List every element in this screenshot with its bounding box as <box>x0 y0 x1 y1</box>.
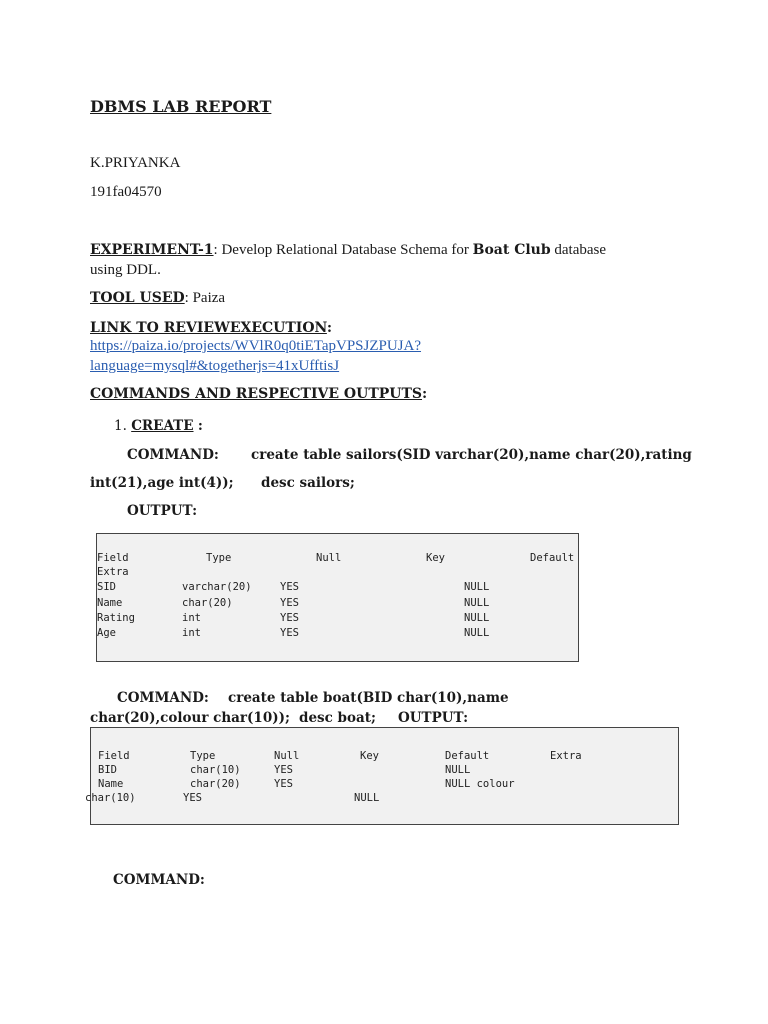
command1-label: COMMAND: <box>127 447 219 463</box>
tool-label: TOOL USED <box>90 290 185 306</box>
table-header-wrap: Extra <box>97 566 129 578</box>
table-cell: YES <box>274 764 293 776</box>
report-title: DBMS LAB REPORT <box>90 97 272 116</box>
command1-text-line2a: int(21),age int(4)); <box>90 475 234 491</box>
table-cell: YES <box>280 597 299 609</box>
student-name: K.PRIYANKA <box>90 155 181 171</box>
table-header: Type <box>206 552 232 564</box>
table-cell: varchar(20) <box>182 581 252 593</box>
experiment-desc-post: database <box>550 242 607 258</box>
tool-line <box>90 290 225 307</box>
create-item-number: 1. <box>114 418 127 434</box>
table-cell: char(10) <box>190 764 241 776</box>
command2-text-line2: char(20),colour char(10)); <box>90 710 290 726</box>
create-item-label: CREATE <box>131 418 194 434</box>
command2-label: COMMAND: <box>117 690 209 706</box>
table-header: Type <box>190 750 216 762</box>
table-cell: NULL <box>464 627 490 639</box>
review-link-line1[interactable]: https://paiza.io/projects/WVlR0q0tiETapVPSJZPUJA? <box>90 338 422 354</box>
table-cell: Name <box>97 597 123 609</box>
table-header: Extra <box>550 750 582 762</box>
table-cell: YES <box>280 627 299 639</box>
create-item <box>114 418 203 434</box>
table-cell: int <box>182 612 201 624</box>
table-cell: char(20) <box>190 778 241 790</box>
command2-desc: desc boat; <box>299 710 376 726</box>
table-cell: Rating <box>97 612 135 624</box>
output-table-sailors <box>96 533 579 662</box>
create-item-colon: : <box>197 418 203 434</box>
table-cell: NULL <box>464 612 490 624</box>
table-header: Null <box>274 750 300 762</box>
table-cell: NULL <box>354 792 380 804</box>
table-header: Key <box>426 552 445 564</box>
experiment-line <box>90 242 606 259</box>
commands-heading-colon: : <box>422 386 428 402</box>
command2-text-line1: create table boat(BID char(10),name <box>228 690 509 706</box>
table-cell: BID <box>98 764 117 776</box>
table-header: Default <box>445 750 490 762</box>
table-cell: YES <box>280 612 299 624</box>
table-cell: char(10) <box>85 792 136 804</box>
commands-heading-label: COMMANDS AND RESPECTIVE OUTPUTS <box>90 386 423 402</box>
experiment-label: EXPERIMENT-1 <box>90 242 214 258</box>
table-cell: NULL <box>445 764 471 776</box>
output1-label: OUTPUT: <box>127 503 198 519</box>
table-cell: YES <box>183 792 202 804</box>
table-cell: int <box>182 627 201 639</box>
experiment-desc-line2: using DDL. <box>90 262 161 278</box>
command1-text-line2b: desc sailors; <box>261 475 355 491</box>
link-heading <box>90 320 332 336</box>
table-cell: char(20) <box>182 597 233 609</box>
table-cell: NULL <box>464 581 490 593</box>
table-header: Key <box>360 750 379 762</box>
student-id: 191fa04570 <box>90 184 162 200</box>
table-header: Field <box>97 552 129 564</box>
command1-text-line1: create table sailors(SID varchar(20),name char(20),rating <box>251 447 692 463</box>
output2-label: OUTPUT: <box>398 710 469 726</box>
table-cell: Age <box>97 627 116 639</box>
command3-label: COMMAND: <box>113 872 205 888</box>
experiment-desc-pre: : Develop Relational Database Schema for <box>213 242 473 258</box>
table-cell: YES <box>274 778 293 790</box>
experiment-desc-bold: Boat Club <box>472 242 551 258</box>
review-link-line2[interactable]: language=mysql#&togetherjs=41xUfftisJ <box>90 358 340 374</box>
table-cell: NULL <box>464 597 490 609</box>
commands-heading <box>90 386 427 402</box>
output-table-boat <box>85 727 679 825</box>
link-label: LINK TO REVIEWEXECUTION <box>90 320 327 336</box>
table-header: Null <box>316 552 342 564</box>
table-header: Field <box>98 750 130 762</box>
table-header: Default <box>530 552 575 564</box>
tool-value: : Paiza <box>184 290 226 306</box>
table-cell: Name <box>98 778 124 790</box>
link-colon: : <box>326 320 333 336</box>
table-cell: YES <box>280 581 299 593</box>
table-cell: SID <box>97 581 116 593</box>
table-cell: NULL colour <box>445 778 515 790</box>
